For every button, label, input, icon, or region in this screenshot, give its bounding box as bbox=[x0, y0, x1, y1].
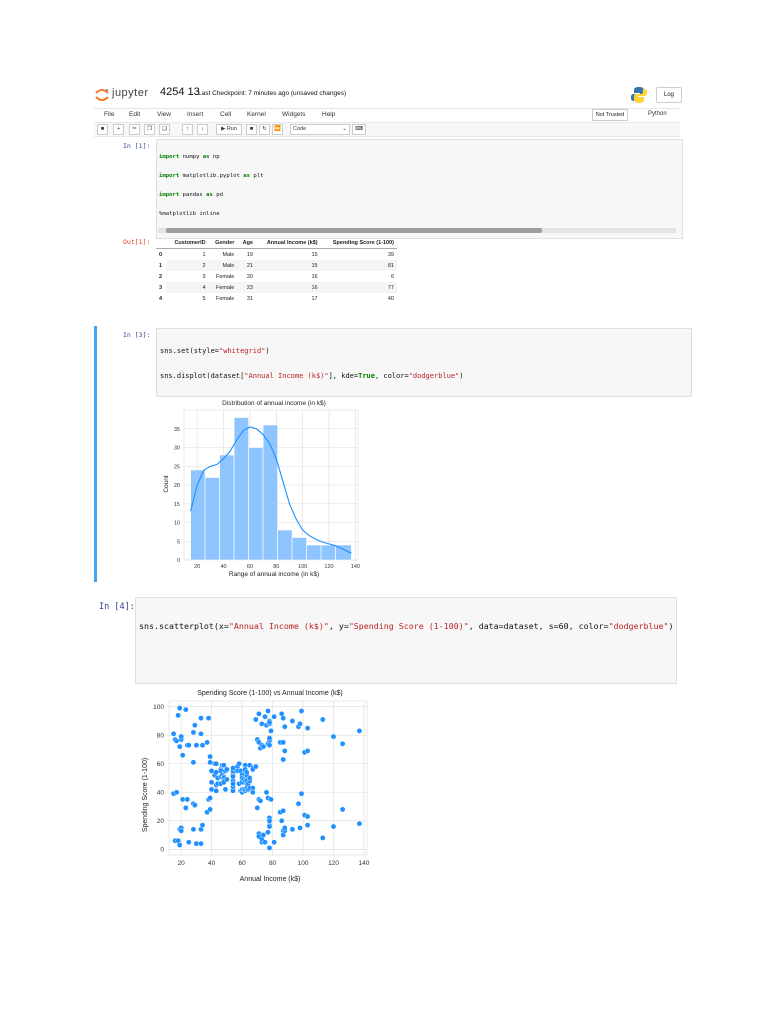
keyboard-icon[interactable]: ⌨ bbox=[352, 124, 366, 135]
y-tick-label: 10 bbox=[173, 520, 180, 527]
table-cell: 16 bbox=[256, 282, 321, 293]
code-line: %matplotlib inline bbox=[159, 211, 220, 218]
scatter-point bbox=[209, 787, 214, 792]
scatter-point bbox=[223, 787, 228, 792]
table-header: CustomerID bbox=[166, 238, 208, 249]
scatter-point bbox=[357, 728, 362, 733]
dataframe-table bbox=[156, 238, 397, 304]
horizontal-scrollbar[interactable] bbox=[158, 228, 676, 233]
scatter-point bbox=[290, 827, 295, 832]
scatter-point bbox=[194, 743, 199, 748]
scatter-point bbox=[305, 726, 310, 731]
table-cell: 16 bbox=[311, 273, 318, 280]
table-cell: Male bbox=[222, 251, 235, 258]
scatter-point bbox=[208, 807, 213, 812]
histogram-bar bbox=[292, 538, 307, 561]
scatter-point bbox=[281, 740, 286, 745]
scatter-point bbox=[253, 717, 258, 722]
scatter-point bbox=[179, 734, 184, 739]
scatter-point bbox=[250, 790, 255, 795]
scatter-point bbox=[180, 753, 185, 758]
copy-icon[interactable]: ❐ bbox=[144, 124, 155, 135]
cut-icon[interactable]: ✂ bbox=[129, 124, 140, 135]
table-cell: 15 bbox=[311, 251, 318, 258]
x-tick-label: 80 bbox=[273, 564, 280, 570]
scatter-point bbox=[281, 716, 286, 721]
scatter-point bbox=[191, 730, 196, 735]
menu-file[interactable]: File bbox=[104, 111, 115, 118]
x-axis-label: Annual Income (k$) bbox=[239, 876, 301, 883]
scatter-point bbox=[282, 748, 287, 753]
code-line: sns.displot(dataset["Annual Income (k$)"], kde=True, color="dodgerblue") bbox=[160, 371, 464, 380]
scatter-point bbox=[185, 797, 190, 802]
x-tick-label: 40 bbox=[220, 564, 227, 570]
x-tick-label: 60 bbox=[246, 564, 253, 570]
scatter-point bbox=[290, 718, 295, 723]
y-tick-label: 0 bbox=[176, 558, 180, 564]
notebook-header bbox=[94, 84, 680, 106]
scatter-point bbox=[261, 744, 266, 749]
table-cell: 21 bbox=[237, 260, 256, 271]
scatter-point bbox=[200, 743, 205, 748]
move-up-icon[interactable]: ↑ bbox=[182, 124, 193, 135]
histogram-bar bbox=[205, 478, 220, 561]
table-header-row bbox=[156, 238, 397, 249]
scatter-point bbox=[265, 830, 270, 835]
menu-bar bbox=[94, 108, 680, 121]
scatter-point bbox=[320, 835, 325, 840]
scatter-point bbox=[282, 825, 287, 830]
code-line bbox=[139, 653, 676, 665]
chart-title: Distribution of annual income (in k$) bbox=[222, 400, 326, 407]
x-tick-label: 40 bbox=[208, 860, 216, 867]
table-header: Age bbox=[237, 238, 256, 249]
scatter-point bbox=[191, 760, 196, 765]
y-axis-label: Spending Score (1-100) bbox=[142, 757, 149, 833]
scatter-point bbox=[198, 716, 203, 721]
table-header: Annual Income (k$) bbox=[256, 238, 321, 249]
cell-type-value: Code bbox=[293, 126, 307, 132]
scatter-point bbox=[259, 721, 264, 726]
histogram-chart bbox=[160, 396, 370, 584]
run-label: Run bbox=[226, 126, 237, 132]
scatter-point bbox=[282, 724, 287, 729]
cell1-code-editor[interactable] bbox=[156, 139, 683, 239]
scatter-point bbox=[262, 840, 267, 845]
x-tick-label: 140 bbox=[358, 860, 370, 867]
scatter-point bbox=[174, 738, 179, 743]
scatter-point bbox=[208, 760, 213, 765]
code-line: import numpy as np bbox=[159, 154, 220, 160]
y-tick-label: 30 bbox=[173, 445, 180, 452]
scatter-point bbox=[268, 728, 273, 733]
scatter-point bbox=[183, 805, 188, 810]
code-line: sns.set(style="whitegrid") bbox=[160, 347, 270, 355]
table-row bbox=[156, 260, 397, 271]
scatter-point bbox=[177, 744, 182, 749]
scatter-point bbox=[340, 807, 345, 812]
histogram-bar bbox=[234, 418, 249, 561]
table-cell: 77 bbox=[321, 282, 397, 293]
scatter-point bbox=[214, 770, 219, 775]
table-row bbox=[156, 282, 397, 293]
scatter-point bbox=[171, 731, 176, 736]
y-tick-label: 25 bbox=[173, 464, 180, 471]
scatter-point bbox=[281, 808, 286, 813]
scatter-point bbox=[297, 825, 302, 830]
jupyter-brand[interactable]: jupyter bbox=[112, 87, 149, 99]
row-index: 1 bbox=[159, 262, 163, 269]
scatter-point bbox=[230, 774, 235, 779]
scatter-point bbox=[177, 842, 182, 847]
jupyter-logo-icon bbox=[94, 88, 110, 102]
scatter-point bbox=[267, 743, 272, 748]
scatter-point bbox=[265, 708, 270, 713]
scatter-point bbox=[247, 775, 252, 780]
x-tick-label: 100 bbox=[297, 860, 309, 867]
menu-cell[interactable]: Cell bbox=[220, 111, 232, 118]
x-tick-label: 140 bbox=[350, 564, 360, 570]
scatter-point bbox=[176, 713, 181, 718]
save-button[interactable]: ■ bbox=[97, 124, 108, 135]
scatter-point bbox=[256, 711, 261, 716]
y-axis-label: Count bbox=[163, 475, 170, 493]
x-tick-label: 20 bbox=[194, 564, 201, 570]
row-index: 2 bbox=[159, 273, 163, 280]
scatter-point bbox=[267, 736, 272, 741]
code-line: import matplotlib.pyplot as plt bbox=[159, 173, 264, 180]
scatter-point bbox=[183, 707, 188, 712]
menu-insert[interactable]: Insert bbox=[187, 111, 204, 118]
table-cell: 17 bbox=[311, 295, 318, 302]
restart-run-all-icon[interactable]: ⏩ bbox=[272, 124, 283, 135]
table-header bbox=[156, 238, 166, 249]
move-down-icon[interactable]: ↓ bbox=[197, 124, 208, 135]
x-tick-label: 100 bbox=[298, 564, 308, 570]
table-cell: 19 bbox=[246, 251, 253, 258]
table-cell: Female bbox=[216, 273, 235, 280]
table-cell: 5 bbox=[202, 295, 206, 302]
scatter-point bbox=[305, 814, 310, 819]
x-tick-label: 120 bbox=[324, 564, 334, 570]
scatter-point bbox=[208, 795, 213, 800]
table-cell: 15 bbox=[256, 260, 321, 271]
scatter-point bbox=[296, 801, 301, 806]
table-cell: 23 bbox=[237, 282, 256, 293]
table-cell: 1 bbox=[202, 251, 206, 258]
toolbar bbox=[94, 122, 680, 137]
menu-widgets[interactable]: Widgets bbox=[282, 111, 306, 118]
y-tick-label: 15 bbox=[173, 501, 180, 508]
scatter-point bbox=[267, 845, 272, 850]
menu-edit[interactable]: Edit bbox=[129, 111, 141, 118]
restart-icon[interactable]: ↻ bbox=[259, 124, 270, 135]
trusted-indicator[interactable]: Not Trusted bbox=[592, 109, 628, 121]
row-index: 0 bbox=[159, 251, 163, 258]
paste-icon[interactable]: ❏ bbox=[159, 124, 170, 135]
python-logo-icon bbox=[630, 86, 648, 104]
scatter-point bbox=[186, 840, 191, 845]
scatter-point bbox=[281, 757, 286, 762]
scatter-point bbox=[331, 824, 336, 829]
scatter-point bbox=[253, 764, 258, 769]
scrollbar-thumb[interactable] bbox=[166, 228, 542, 233]
scatter-point bbox=[255, 805, 260, 810]
table-cell: 2 bbox=[166, 260, 208, 271]
scatter-point bbox=[267, 824, 272, 829]
scatter-point bbox=[198, 841, 203, 846]
scatter-point bbox=[214, 788, 219, 793]
scatter-point bbox=[177, 706, 182, 711]
table-cell: 3 bbox=[202, 273, 206, 280]
scatter-point bbox=[267, 720, 272, 725]
y-tick-label: 20 bbox=[156, 818, 164, 826]
scatter-point bbox=[268, 797, 273, 802]
x-tick-label: 120 bbox=[328, 860, 339, 867]
interrupt-icon[interactable]: ■ bbox=[246, 124, 257, 135]
run-button[interactable]: ▶ Run bbox=[216, 124, 242, 135]
scatter-point bbox=[205, 740, 210, 745]
scatter-point bbox=[299, 791, 304, 796]
scatter-point bbox=[198, 731, 203, 736]
scatter-point bbox=[320, 717, 325, 722]
insert-cell-button[interactable]: + bbox=[113, 124, 124, 135]
scatter-point bbox=[261, 832, 266, 837]
cell4-prompt: In [4]: bbox=[99, 602, 135, 612]
cell3-code-editor[interactable] bbox=[156, 328, 692, 397]
logout-button[interactable]: Log bbox=[656, 87, 682, 103]
histogram-bar bbox=[249, 448, 264, 561]
selected-cell-indicator bbox=[94, 326, 97, 582]
y-tick-label: 60 bbox=[156, 761, 164, 769]
table-cell: Male bbox=[209, 260, 238, 271]
scatter-point bbox=[230, 781, 235, 786]
menu-view[interactable]: View bbox=[157, 111, 171, 118]
scatter-point bbox=[206, 716, 211, 721]
histogram-bar bbox=[220, 455, 235, 560]
menu-kernel[interactable]: Kernel bbox=[247, 111, 266, 118]
table-cell: Female bbox=[216, 295, 235, 302]
notebook-name[interactable]: 4254 13 bbox=[160, 86, 200, 98]
cell1-out-prompt: Out[1]: bbox=[123, 238, 151, 246]
y-tick-label: 20 bbox=[173, 483, 180, 489]
table-cell: 31 bbox=[246, 295, 253, 302]
cell4-code-editor[interactable] bbox=[135, 597, 677, 684]
x-tick-label: 20 bbox=[177, 860, 185, 867]
scatter-point bbox=[237, 761, 242, 766]
scatter-chart bbox=[137, 685, 373, 887]
scatter-point bbox=[340, 741, 345, 746]
scatter-point bbox=[179, 828, 184, 833]
cell3-prompt: In [3]: bbox=[123, 331, 151, 339]
table-cell: 20 bbox=[246, 273, 253, 280]
table-row bbox=[156, 293, 397, 304]
y-tick-label: 35 bbox=[173, 426, 180, 433]
scatter-point bbox=[331, 734, 336, 739]
y-tick-label: 100 bbox=[153, 704, 164, 712]
scatter-point bbox=[264, 790, 269, 795]
kernel-indicator: Python bbox=[648, 111, 667, 117]
cell1-prompt: In [1]: bbox=[123, 142, 151, 150]
scatter-point bbox=[279, 818, 284, 823]
scatter-point bbox=[224, 777, 229, 782]
table-cell: Female bbox=[209, 282, 238, 293]
scatter-point bbox=[208, 754, 213, 759]
histogram-bar bbox=[307, 545, 322, 560]
x-tick-label: 80 bbox=[268, 860, 277, 867]
cell-type-select[interactable] bbox=[290, 124, 350, 135]
scatter-point bbox=[174, 790, 179, 795]
scatter-point bbox=[267, 818, 272, 823]
scatter-point bbox=[299, 708, 304, 713]
scatter-point bbox=[214, 761, 219, 766]
table-cell: 81 bbox=[321, 260, 397, 271]
scatter-point bbox=[200, 823, 205, 828]
y-tick-label: 40 bbox=[156, 789, 164, 797]
chart-title: Spending Score (1-100) vs Annual Income (k$) bbox=[197, 690, 343, 697]
scatter-point bbox=[192, 803, 197, 808]
table-header: Gender bbox=[209, 238, 238, 249]
checkpoint-status: Last Checkpoint: 7 minutes ago (unsaved changes) bbox=[198, 90, 347, 97]
scatter-point bbox=[186, 743, 191, 748]
scatter-point bbox=[244, 770, 249, 775]
menu-help[interactable]: Help bbox=[322, 111, 336, 118]
y-tick-label: 5 bbox=[176, 539, 180, 546]
row-index: 4 bbox=[159, 295, 163, 302]
table-cell: 39 bbox=[387, 251, 394, 258]
table-cell: 6 bbox=[390, 273, 394, 280]
scatter-point bbox=[191, 827, 196, 832]
scatter-point bbox=[297, 721, 302, 726]
row-index: 3 bbox=[159, 284, 163, 291]
table-header: Spending Score (1-100) bbox=[321, 238, 397, 249]
histogram-bar bbox=[278, 530, 293, 560]
scatter-point bbox=[262, 714, 267, 719]
histogram-bar bbox=[321, 545, 336, 560]
y-tick-label: 80 bbox=[156, 732, 164, 740]
table-row bbox=[156, 249, 397, 261]
code-line: sns.scatterplot(x="Annual Income (k$)", y="Spending Score (1-100)", data=dataset, s=60, color="dodgerblue") bbox=[139, 621, 674, 631]
scatter-point bbox=[305, 823, 310, 828]
scatter-point bbox=[272, 714, 277, 719]
scatter-point bbox=[209, 780, 214, 785]
scatter-point bbox=[305, 748, 310, 753]
scatter-point bbox=[258, 798, 263, 803]
scatter-point bbox=[192, 723, 197, 728]
table-cell: 40 bbox=[387, 295, 394, 302]
scatter-point bbox=[357, 821, 362, 826]
x-tick-label: 60 bbox=[238, 860, 246, 867]
y-tick-label: 0 bbox=[160, 846, 164, 854]
table-row bbox=[156, 271, 397, 282]
code-line: import pandas as pd bbox=[159, 192, 224, 199]
scatter-point bbox=[224, 767, 229, 772]
x-axis-label: Range of annual income (in k$) bbox=[228, 571, 320, 578]
scatter-point bbox=[272, 840, 277, 845]
chevron-down-icon: ⌄ bbox=[342, 126, 347, 132]
table-cell: 4 bbox=[166, 282, 208, 293]
